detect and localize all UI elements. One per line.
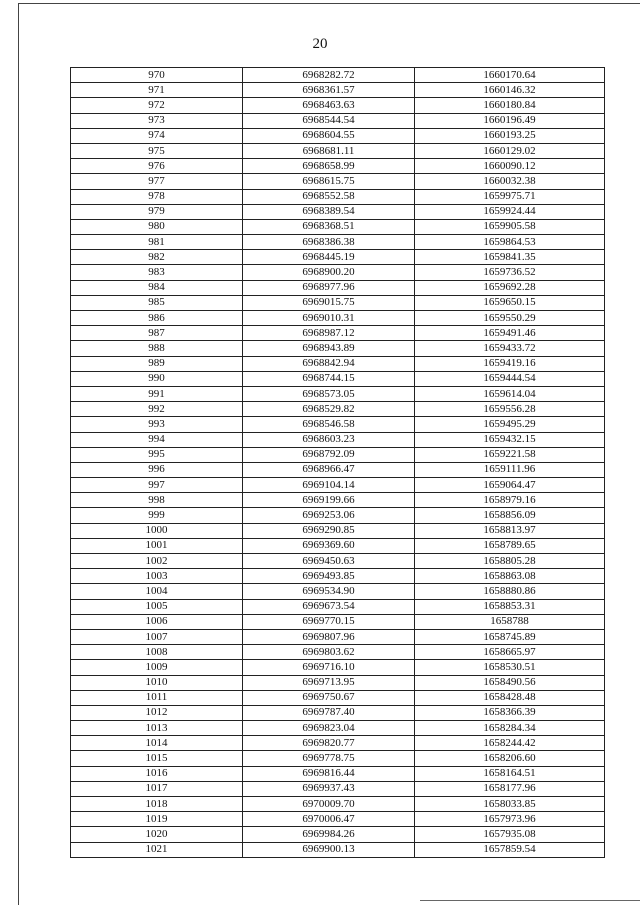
point-number-cell: 974 [71, 128, 243, 143]
table-row [71, 417, 605, 432]
point-number-cell: 998 [71, 493, 243, 508]
y-coordinate-cell: 1658789.65 [415, 538, 605, 553]
table-row [71, 766, 605, 781]
y-coordinate-cell: 1659444.54 [415, 371, 605, 386]
point-number-cell: 993 [71, 417, 243, 432]
table-row [71, 569, 605, 584]
x-coordinate-cell: 6969816.44 [243, 766, 415, 781]
y-coordinate-cell: 1658880.86 [415, 584, 605, 599]
point-number-cell: 1018 [71, 797, 243, 812]
point-number-cell: 1000 [71, 523, 243, 538]
table-row [71, 219, 605, 234]
x-coordinate-cell: 6969900.13 [243, 842, 415, 857]
x-coordinate-cell: 6968900.20 [243, 265, 415, 280]
y-coordinate-cell: 1658164.51 [415, 766, 605, 781]
x-coordinate-cell: 6968463.63 [243, 98, 415, 113]
table-row [71, 812, 605, 827]
x-coordinate-cell: 6968552.58 [243, 189, 415, 204]
y-coordinate-cell: 1659556.28 [415, 402, 605, 417]
x-coordinate-cell: 6968529.82 [243, 402, 415, 417]
y-coordinate-cell: 1658284.34 [415, 721, 605, 736]
point-number-cell: 1021 [71, 842, 243, 857]
point-number-cell: 1014 [71, 736, 243, 751]
point-number-cell: 1016 [71, 766, 243, 781]
y-coordinate-cell: 1658805.28 [415, 554, 605, 569]
y-coordinate-cell: 1658853.31 [415, 599, 605, 614]
point-number-cell: 987 [71, 326, 243, 341]
point-number-cell: 999 [71, 508, 243, 523]
point-number-cell: 980 [71, 219, 243, 234]
y-coordinate-cell: 1658366.39 [415, 705, 605, 720]
x-coordinate-cell: 6969673.54 [243, 599, 415, 614]
table-row [71, 781, 605, 796]
y-coordinate-cell: 1660180.84 [415, 98, 605, 113]
point-number-cell: 1020 [71, 827, 243, 842]
table-row [71, 280, 605, 295]
table-row [71, 478, 605, 493]
y-coordinate-cell: 1659433.72 [415, 341, 605, 356]
table-row [71, 113, 605, 128]
y-coordinate-cell: 1658979.16 [415, 493, 605, 508]
x-coordinate-cell: 6968389.54 [243, 204, 415, 219]
point-number-cell: 983 [71, 265, 243, 280]
table-row [71, 599, 605, 614]
table-row [71, 690, 605, 705]
x-coordinate-cell: 6968604.55 [243, 128, 415, 143]
y-coordinate-cell: 1659419.16 [415, 356, 605, 371]
table-row [71, 83, 605, 98]
table-row [71, 523, 605, 538]
point-number-cell: 986 [71, 311, 243, 326]
table-row [71, 493, 605, 508]
y-coordinate-cell: 1658244.42 [415, 736, 605, 751]
table-row [71, 159, 605, 174]
x-coordinate-cell: 6968282.72 [243, 68, 415, 83]
table-row [71, 660, 605, 675]
x-coordinate-cell: 6968792.09 [243, 447, 415, 462]
x-coordinate-cell: 6970009.70 [243, 797, 415, 812]
y-coordinate-cell: 1659432.15 [415, 432, 605, 447]
point-number-cell: 991 [71, 386, 243, 401]
table-row [71, 736, 605, 751]
y-coordinate-cell: 1660129.02 [415, 143, 605, 158]
x-coordinate-cell: 6968615.75 [243, 174, 415, 189]
y-coordinate-cell: 1659736.52 [415, 265, 605, 280]
point-number-cell: 973 [71, 113, 243, 128]
point-number-cell: 992 [71, 402, 243, 417]
y-coordinate-cell: 1659905.58 [415, 219, 605, 234]
y-coordinate-cell: 1658033.85 [415, 797, 605, 812]
table-row [71, 295, 605, 310]
x-coordinate-cell: 6968603.23 [243, 432, 415, 447]
point-number-cell: 1002 [71, 554, 243, 569]
y-coordinate-cell: 1659692.28 [415, 280, 605, 295]
point-number-cell: 977 [71, 174, 243, 189]
point-number-cell: 996 [71, 462, 243, 477]
table-row [71, 371, 605, 386]
y-coordinate-cell: 1659864.53 [415, 235, 605, 250]
y-coordinate-cell: 1659924.44 [415, 204, 605, 219]
point-number-cell: 1004 [71, 584, 243, 599]
point-number-cell: 994 [71, 432, 243, 447]
x-coordinate-cell: 6969369.60 [243, 538, 415, 553]
y-coordinate-cell: 1658530.51 [415, 660, 605, 675]
point-number-cell: 978 [71, 189, 243, 204]
point-number-cell: 1013 [71, 721, 243, 736]
point-number-cell: 1012 [71, 705, 243, 720]
y-coordinate-cell: 1659111.96 [415, 462, 605, 477]
x-coordinate-cell: 6969713.95 [243, 675, 415, 690]
page-number: 20 [312, 36, 328, 52]
y-coordinate-cell: 1660196.49 [415, 113, 605, 128]
y-coordinate-cell: 1660146.32 [415, 83, 605, 98]
y-coordinate-cell: 1660170.64 [415, 68, 605, 83]
x-coordinate-cell: 6969787.40 [243, 705, 415, 720]
x-coordinate-cell: 6969778.75 [243, 751, 415, 766]
point-number-cell: 1006 [71, 614, 243, 629]
y-coordinate-cell: 1660090.12 [415, 159, 605, 174]
table-row [71, 235, 605, 250]
x-coordinate-cell: 6969807.96 [243, 629, 415, 644]
table-row [71, 341, 605, 356]
y-coordinate-cell: 1658428.48 [415, 690, 605, 705]
y-coordinate-cell: 1659650.15 [415, 295, 605, 310]
point-number-cell: 1007 [71, 629, 243, 644]
y-coordinate-cell: 1659614.04 [415, 386, 605, 401]
x-coordinate-cell: 6968987.12 [243, 326, 415, 341]
y-coordinate-cell: 1659221.58 [415, 447, 605, 462]
y-coordinate-cell: 1660193.25 [415, 128, 605, 143]
x-coordinate-cell: 6969493.85 [243, 569, 415, 584]
y-coordinate-cell: 1659841.35 [415, 250, 605, 265]
x-coordinate-cell: 6968744.15 [243, 371, 415, 386]
y-coordinate-cell: 1658177.96 [415, 781, 605, 796]
y-coordinate-cell: 1658863.08 [415, 569, 605, 584]
table-row [71, 554, 605, 569]
x-coordinate-cell: 6969716.10 [243, 660, 415, 675]
point-number-cell: 984 [71, 280, 243, 295]
y-coordinate-cell: 1659064.47 [415, 478, 605, 493]
x-coordinate-cell: 6968361.57 [243, 83, 415, 98]
point-number-cell: 972 [71, 98, 243, 113]
point-number-cell: 1001 [71, 538, 243, 553]
x-coordinate-cell: 6968544.54 [243, 113, 415, 128]
table-row [71, 751, 605, 766]
table-row [71, 797, 605, 812]
y-coordinate-cell: 1659491.46 [415, 326, 605, 341]
point-number-cell: 1011 [71, 690, 243, 705]
x-coordinate-cell: 6969104.14 [243, 478, 415, 493]
x-coordinate-cell: 6968386.38 [243, 235, 415, 250]
x-coordinate-cell: 6970006.47 [243, 812, 415, 827]
scan-edge-left [18, 3, 19, 905]
point-number-cell: 997 [71, 478, 243, 493]
point-number-cell: 976 [71, 159, 243, 174]
x-coordinate-cell: 6968681.11 [243, 143, 415, 158]
y-coordinate-cell: 1658490.56 [415, 675, 605, 690]
point-number-cell: 988 [71, 341, 243, 356]
coordinates-table [70, 67, 605, 858]
table-row [71, 204, 605, 219]
x-coordinate-cell: 6968573.05 [243, 386, 415, 401]
table-row [71, 356, 605, 371]
point-number-cell: 975 [71, 143, 243, 158]
table-row [71, 402, 605, 417]
x-coordinate-cell: 6968842.94 [243, 356, 415, 371]
point-number-cell: 1019 [71, 812, 243, 827]
y-coordinate-cell: 1658745.89 [415, 629, 605, 644]
x-coordinate-cell: 6969253.06 [243, 508, 415, 523]
table-row [71, 311, 605, 326]
x-coordinate-cell: 6968943.89 [243, 341, 415, 356]
y-coordinate-cell: 1658856.09 [415, 508, 605, 523]
point-number-cell: 1005 [71, 599, 243, 614]
point-number-cell: 1017 [71, 781, 243, 796]
x-coordinate-cell: 6969750.67 [243, 690, 415, 705]
x-coordinate-cell: 6968368.51 [243, 219, 415, 234]
y-coordinate-cell: 1659975.71 [415, 189, 605, 204]
table-row [71, 326, 605, 341]
table-row [71, 447, 605, 462]
table-row [71, 143, 605, 158]
table-row [71, 584, 605, 599]
point-number-cell: 1009 [71, 660, 243, 675]
x-coordinate-cell: 6969010.31 [243, 311, 415, 326]
x-coordinate-cell: 6969290.85 [243, 523, 415, 538]
table-row [71, 432, 605, 447]
point-number-cell: 970 [71, 68, 243, 83]
table-row [71, 68, 605, 83]
x-coordinate-cell: 6969823.04 [243, 721, 415, 736]
y-coordinate-cell: 1658788 [415, 614, 605, 629]
table-row [71, 645, 605, 660]
x-coordinate-cell: 6968977.96 [243, 280, 415, 295]
point-number-cell: 981 [71, 235, 243, 250]
table-row [71, 705, 605, 720]
point-number-cell: 1015 [71, 751, 243, 766]
point-number-cell: 985 [71, 295, 243, 310]
point-number-cell: 971 [71, 83, 243, 98]
y-coordinate-cell: 1658665.97 [415, 645, 605, 660]
x-coordinate-cell: 6968546.58 [243, 417, 415, 432]
x-coordinate-cell: 6969015.75 [243, 295, 415, 310]
x-coordinate-cell: 6968966.47 [243, 462, 415, 477]
scan-edge-bottom [420, 900, 640, 901]
table-row [71, 189, 605, 204]
x-coordinate-cell: 6969534.90 [243, 584, 415, 599]
x-coordinate-cell: 6969820.77 [243, 736, 415, 751]
y-coordinate-cell: 1659495.29 [415, 417, 605, 432]
x-coordinate-cell: 6969199.66 [243, 493, 415, 508]
point-number-cell: 989 [71, 356, 243, 371]
y-coordinate-cell: 1657973.96 [415, 812, 605, 827]
y-coordinate-cell: 1660032.38 [415, 174, 605, 189]
table-row [71, 629, 605, 644]
table-row [71, 675, 605, 690]
table-row [71, 721, 605, 736]
y-coordinate-cell: 1657859.54 [415, 842, 605, 857]
table-row [71, 508, 605, 523]
coordinates-table-body [71, 68, 605, 858]
table-row [71, 538, 605, 553]
x-coordinate-cell: 6968445.19 [243, 250, 415, 265]
y-coordinate-cell: 1658813.97 [415, 523, 605, 538]
x-coordinate-cell: 6969770.15 [243, 614, 415, 629]
x-coordinate-cell: 6968658.99 [243, 159, 415, 174]
point-number-cell: 982 [71, 250, 243, 265]
table-row [71, 250, 605, 265]
table-row [71, 128, 605, 143]
point-number-cell: 979 [71, 204, 243, 219]
y-coordinate-cell: 1658206.60 [415, 751, 605, 766]
point-number-cell: 1008 [71, 645, 243, 660]
x-coordinate-cell: 6969984.26 [243, 827, 415, 842]
table-row [71, 827, 605, 842]
point-number-cell: 990 [71, 371, 243, 386]
table-row [71, 174, 605, 189]
x-coordinate-cell: 6969803.62 [243, 645, 415, 660]
table-row [71, 265, 605, 280]
x-coordinate-cell: 6969937.43 [243, 781, 415, 796]
y-coordinate-cell: 1659550.29 [415, 311, 605, 326]
point-number-cell: 995 [71, 447, 243, 462]
table-row [71, 98, 605, 113]
table-row [71, 462, 605, 477]
x-coordinate-cell: 6969450.63 [243, 554, 415, 569]
scan-edge-top [18, 3, 640, 4]
table-row [71, 842, 605, 857]
table-row [71, 386, 605, 401]
table-row [71, 614, 605, 629]
point-number-cell: 1003 [71, 569, 243, 584]
point-number-cell: 1010 [71, 675, 243, 690]
y-coordinate-cell: 1657935.08 [415, 827, 605, 842]
